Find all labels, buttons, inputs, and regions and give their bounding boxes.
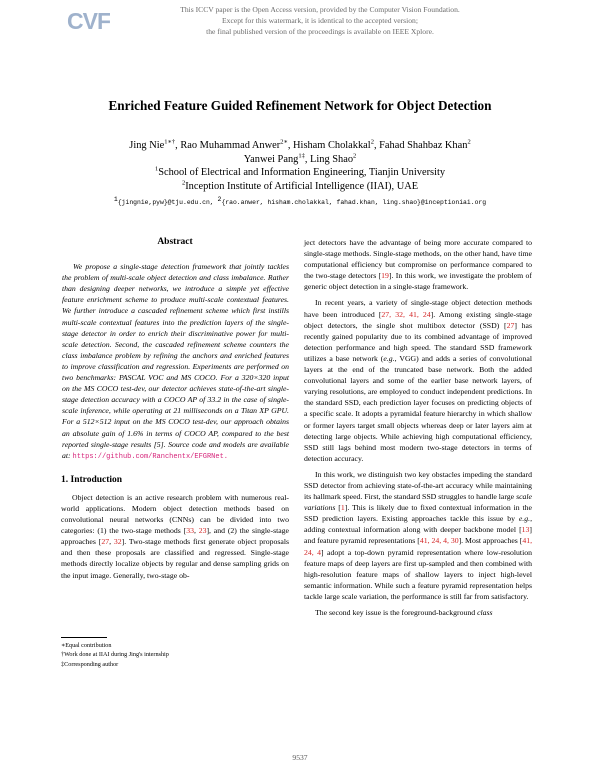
author: , Ling Shao [304,153,354,165]
author: , Fahad Shahbaz Khan [373,140,468,151]
citation-link[interactable]: 27 [506,320,515,330]
text-run: , [193,526,199,536]
body-paragraph [304,297,532,463]
text-run: , adding contextual information along with deeper backbone model [ [304,514,532,535]
text-run: ] and feature pyramid representations [ [304,525,532,546]
body-paragraph [304,469,532,602]
affiliation-marker: 1 [154,165,159,173]
text-run: e.g. [383,353,395,363]
section-heading: 1. Introduction [61,474,123,485]
citation-link[interactable]: 32 [113,537,122,547]
footnote: ∗Equal contribution [61,642,112,649]
text-run: , [109,537,114,547]
footnote: †Work done at IIAI during Jing's internship [61,651,169,659]
author: , Hisham Cholakkal [287,140,371,151]
email-line [40,195,560,206]
footnote: ‡Corresponding author [61,660,119,668]
author: Yanwei Pang [243,153,299,165]
watermark-line: the final published version of the proceedings is available on IEEE Xplore. [206,27,434,36]
text-run: In this work, we distinguish two key obstacles impeding the standard SSD detector from achieving state-of-the-art accuracy while maintaining its hallmark speed. First, the standard SSD struggles to handle large [304,469,532,502]
text-run: In recent years, a variety of single-stage object detection methods have been introduced [ [304,298,532,319]
citation-link[interactable]: 27, 32, 41, 24 [381,309,431,319]
body-paragraph [304,237,532,292]
page-number: 9537 [292,753,308,762]
citation-link[interactable]: 13 [521,525,530,535]
abstract-text [61,261,289,463]
citation-link[interactable]: 41, 24, 4, 30 [419,536,459,546]
watermark-line: Except for this watermark, it is identical to the accepted version; [222,16,418,25]
author-marker: 2 [370,138,374,146]
email-marker: 2 [217,195,222,203]
text-run: ]. Most approaches [ [458,536,523,546]
author-marker: 1∗† [164,138,176,146]
text-run: ]. This is likely due to fixed contextual information in the SSD prediction layers. Existing approaches tackle this issue by [304,503,532,524]
affiliation [40,166,560,180]
text-run: scale variations [304,492,532,513]
abstract-heading: Abstract [157,237,193,247]
email: {rao.anwer, hisham.cholakkal, fahad.khan, ling.shao}@inceptioniai.org [221,199,487,206]
intro-paragraph [61,492,289,581]
left-column [61,237,289,581]
author-block [40,139,560,193]
affiliation-text: Inception Institute of Artificial Intelligence (IIAI), UAE [185,180,419,192]
watermark-line: This ICCV paper is the Open Access version, provided by the Computer Vision Foundation. [180,5,460,14]
body-paragraph [304,607,532,618]
text-run: Object detection is an active research problem with numerous real-world applications. Modern object detection methods based on convolutional neural networks (CNNs) can be divided into two categories: (1) the two-stage methods [ [61,492,289,536]
text-run: ] has recently gained popularity due to its combined advantage of improved detection performance and high speed. The standard SSD framework utilizes a base network ( [304,320,532,363]
citation-link[interactable]: 41, 24, 4 [304,536,533,557]
abstract-body: We propose a single-stage detection framework that jointly tackles the problem of multi-scale object detection and class imbalance. Rather than designing deeper networks, we introduce a simple yet effective feature enrichment scheme to produce multi-scale contextual features. We further introduce a cascaded refinement scheme which first instills multi-scale contextual features into the prediction layers of the single-stage detector in order to enrich their discriminative power for multi-scale detection. Second, the cascaded refinement scheme counters the class imbalance problem by refining the anchors and enriched features to improve classification and regression. Experiments are performed on two benchmarks: PASCAL VOC and MS COCO. For a 320×320 input on the MS COCO test-dev, our detector achieves state-of-the-art single-stage detection accuracy with a COCO AP of 33.2 in the case of single-scale inference, while operating at 21 milliseconds on a Titan XP GPU. For a 512×512 input on the MS COCO test-dev, our approach obtains an absolute gain of 1.6% in terms of COCO AP, compared to the best reported single-stage results [5]. Source code and models are available at: [62,262,289,460]
author-marker: 2 [353,152,357,160]
author: Jing Nie [129,140,165,151]
author-marker: 1‡ [298,152,305,160]
affiliation [40,180,560,194]
author-line [40,139,560,153]
author: , Rao Muhammad Anwer [175,140,281,151]
text-run: ]. In this work, we investigate the problem of generic object detection in a single-stage framework. [304,271,533,292]
text-run: class [477,608,493,617]
affiliation-text: School of Electrical and Information Engineering, Tianjin University [158,167,446,178]
cvf-logo-text: CVF [67,8,110,33]
text-run: , VGG) and adds a series of convolutional layers at the end of the truncated base network. Both the added convolutional layers and some of the earlier base network layers, of varying resolutions, are employed to conduct independent predictions. In the standard SSD, each prediction layer focuses on predicting objects of a specific scale. It adopts a pyramidal feature hierarchy in which shallow or former layers target small objects whereas deep or later layers aim at detecting large objects. While achieving high computational efficiency, SSD still lags behind most modern two-stage detectors in terms of detection accuracy. [304,353,532,463]
text-run: ], and (2) the single-stage approaches [ [61,526,289,547]
citation-link[interactable]: 27 [101,537,110,547]
author-line [40,153,560,167]
author-marker: 2∗ [280,138,288,146]
email: {jingnie,pyw}@tju.edu.cn, [117,199,214,206]
text-run: ]. Two-stage methods first generate object proposals and then these proposals are classified and regressed. Single-stage methods directly localize objects by regular and dense sampling grids on the input image. Generally, two-stage ob- [61,537,290,580]
email-marker: 1 [113,195,118,203]
text-run: [ [335,503,341,513]
paper-title: Enriched Feature Guided Refinement Network for Object Detection [108,98,492,113]
citation-link[interactable]: 19 [381,271,389,281]
text-run: e.g. [518,514,531,524]
watermark [120,4,520,37]
text-run: ject detectors have the advantage of being more accurate compared to single-stage methods. Single-stage methods, on the other hand, have time computational efficiency but compromise on performance compared to the two-stage detectors [ [304,238,532,281]
right-column [304,237,532,618]
citation-link[interactable]: 1 [340,503,345,513]
footnote-divider [61,637,107,638]
code-link[interactable]: https://github.com/Ranchentx/EFGRNet. [72,452,228,461]
text-run: ] adopt a top-down pyramid representation where low-resolution feature maps of deep layers are first up-sampled and then combined with high-resolution feature maps of shallow layers to inject high-level semantic information. While such a feature pyramid representation helps tackle large scale variation, the performance is still far from satisfactory. [304,547,532,601]
citation-link[interactable]: 33 [186,526,194,536]
text-run: ]. Among existing single-stage object detectors, the single shot multibox detector (SSD) [ [304,309,533,330]
author-marker: 2 [467,138,471,146]
citation-link[interactable]: 23 [198,526,207,536]
text-run: The second key issue is the foreground-background [315,608,478,617]
footnotes [61,641,289,669]
cvf-logo [66,7,110,33]
affiliation-marker: 2 [181,179,186,187]
